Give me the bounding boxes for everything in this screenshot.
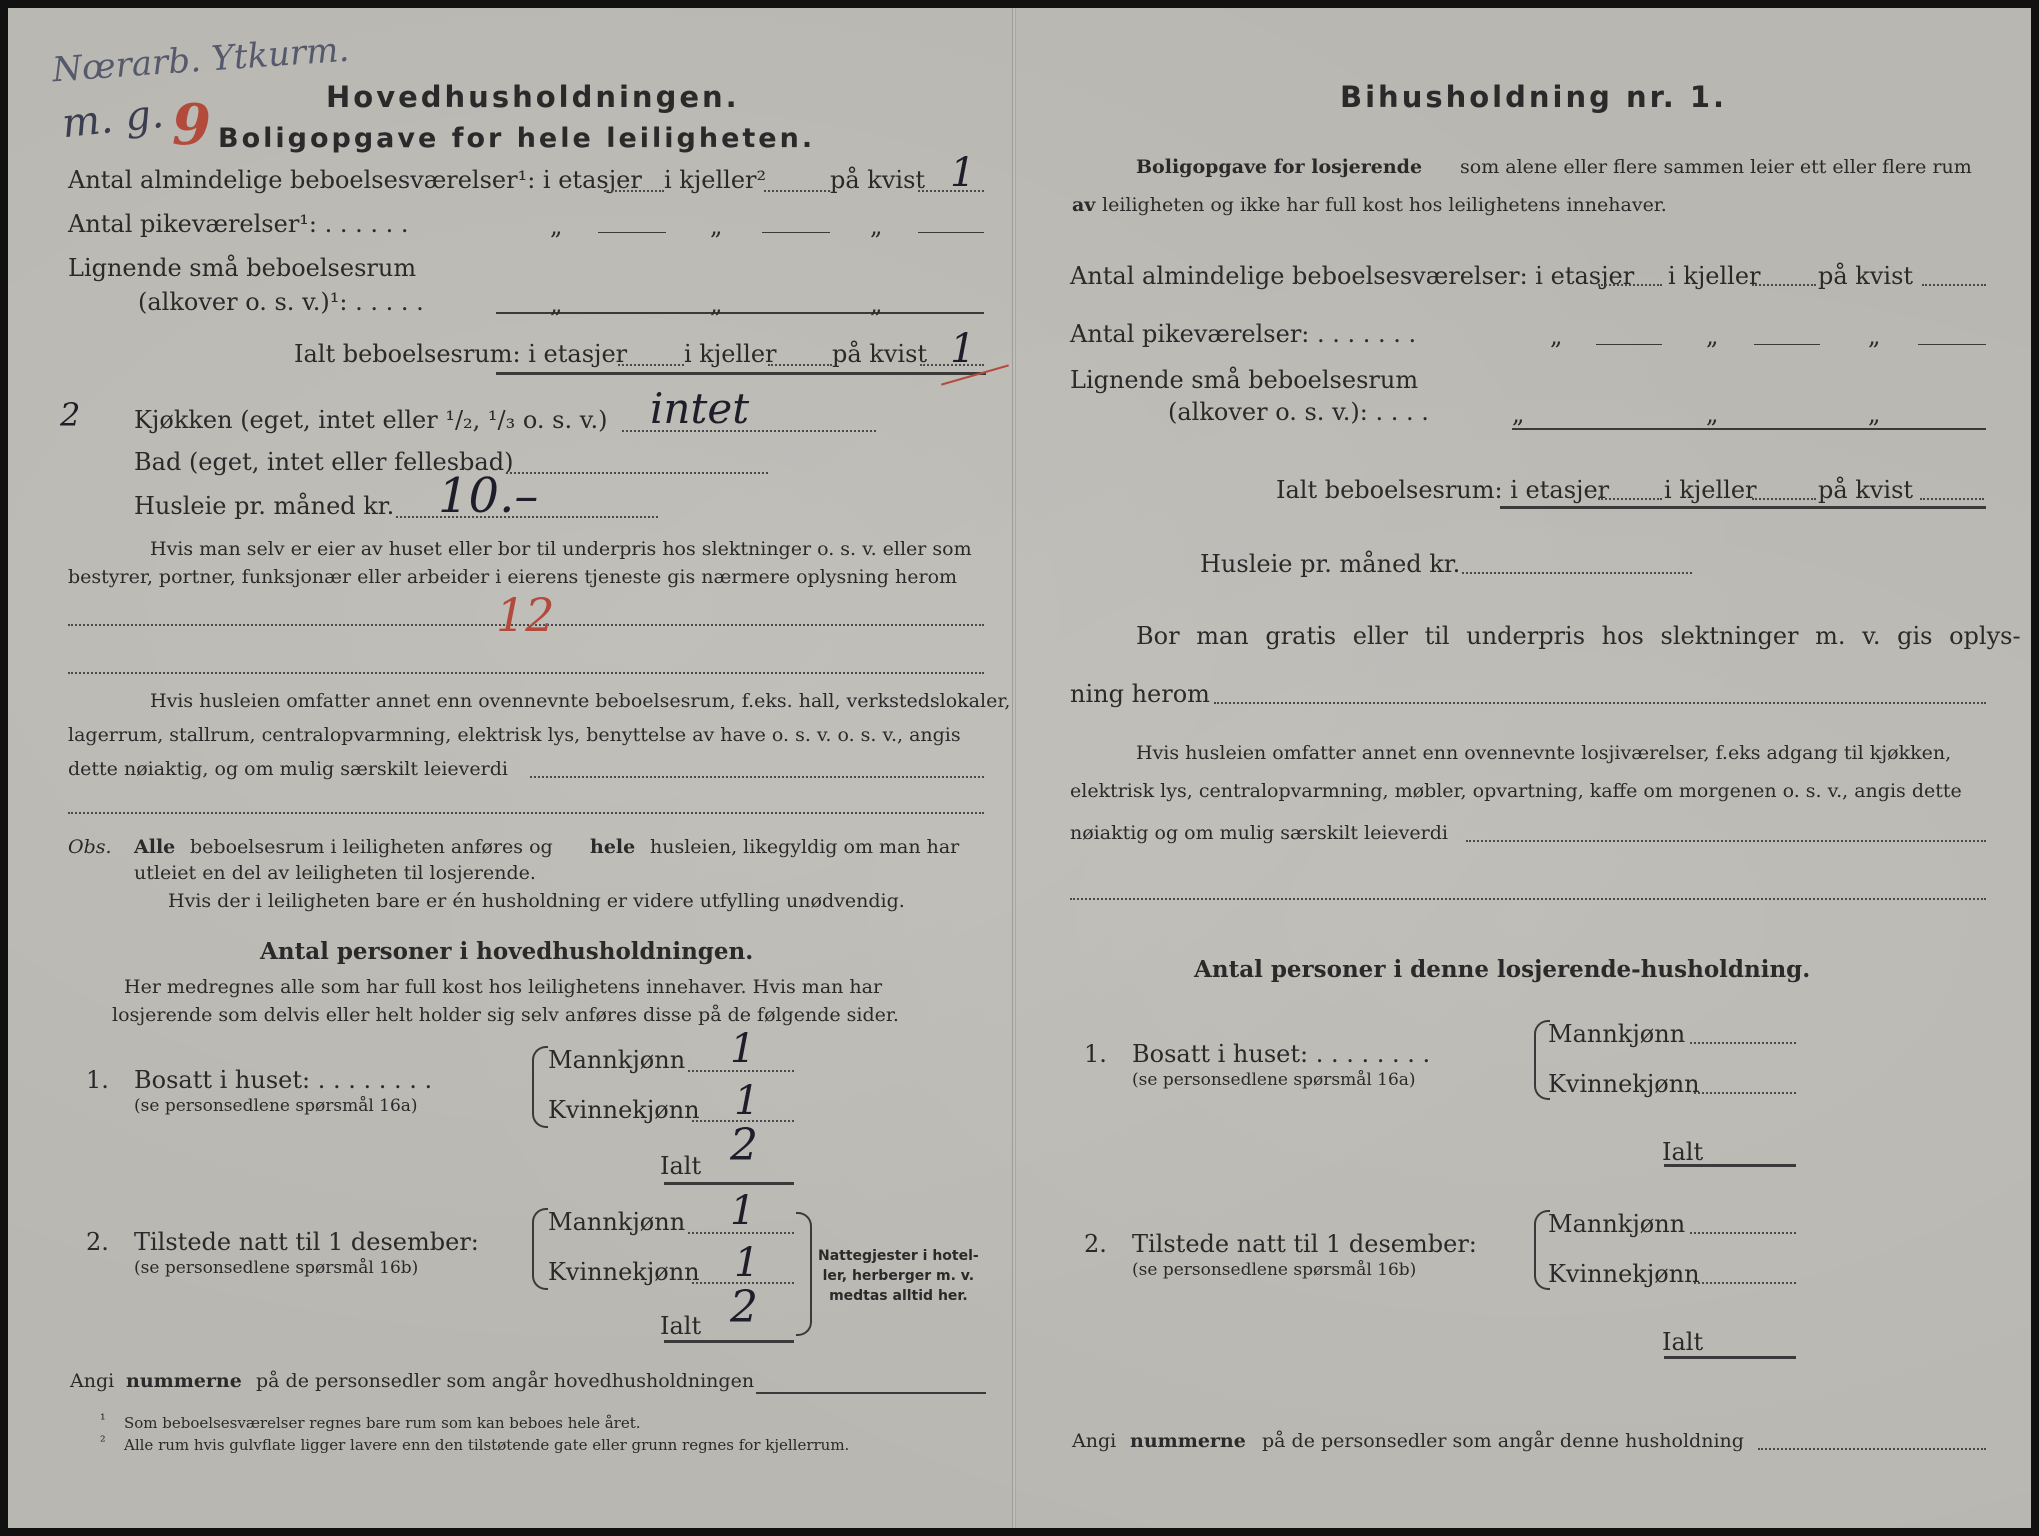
ditto-mark: „ <box>550 212 563 240</box>
field-leieverdi[interactable] <box>530 776 984 778</box>
nattegjester-note <box>818 1246 979 1306</box>
angi-text: på de personsedler som angår hovedhusholdningen <box>256 1370 755 1392</box>
obs-line3: Hvis der i leiligheten bare er én husholdning er videre utfylling unødvendig. <box>168 890 905 912</box>
q1-ialt-line <box>664 1182 794 1185</box>
kjokken-label: Kjøkken (eget, intet eller ¹/₂, ¹/₃ o. s. v.) <box>134 406 608 434</box>
value-kvist: 1 <box>950 150 976 196</box>
nattegjester-line3: medtas alltid her. <box>829 1288 968 1304</box>
q2-subnote: (se personsedlene spørsmål 16b) <box>134 1258 419 1278</box>
r-subtotal-line <box>1512 428 1986 430</box>
row-almindelige-label: Antal almindelige beboelsesværelser¹: i etasjer <box>68 166 642 194</box>
q2-label: Tilstede natt til 1 desember: <box>134 1228 479 1256</box>
q2-right-brace <box>796 1212 812 1336</box>
extra-note-line1: Hvis husleien omfatter annet enn ovennevnte beboelsesrum, f.eks. hall, verkstedslokaler, <box>150 690 1011 712</box>
ditto-mark: „ <box>870 290 883 318</box>
q2-mann-value: 1 <box>730 1188 756 1234</box>
row-alkover-label: (alkover o. s. v.)¹: . . . . . <box>138 288 424 316</box>
field-piker-etasjer[interactable] <box>598 232 666 233</box>
ditto-mark: „ <box>1512 400 1525 428</box>
r-extra-line2: elektrisk lys, centralopvarmning, møbler, opvartning, kaffe om morgenen o. s. v., angis dette <box>1070 780 1962 802</box>
footnote1-num: ¹ <box>100 1412 106 1428</box>
intro-bold: Boligopgave for losjerende <box>1136 156 1423 178</box>
persons-note-line2: losjerende som delvis eller helt holder sig selv anføres disse på de følgende sider. <box>112 1004 899 1026</box>
ditto-mark: „ <box>710 290 723 318</box>
value-kjokken: intet <box>650 384 750 433</box>
r-q2-mann-field[interactable] <box>1690 1232 1796 1234</box>
r-gratis-line2: ning herom <box>1070 680 1210 708</box>
r-row-lignende-label: Lignende små beboelsesrum <box>1070 366 1419 394</box>
ialt-kvist-label: på kvist <box>832 340 928 368</box>
footnote1: Som beboelsesværelser regnes bare rum som kan beboes hele året. <box>124 1414 641 1432</box>
extra-note-line2: lagerrum, stallrum, centralopvarmning, elektrisk lys, benyttelse av have o. s. v. o. s. v., angis <box>68 724 961 746</box>
value-owner-info: 12 <box>496 588 555 642</box>
angi-nummerne: nummerne <box>126 1370 242 1392</box>
r-row-alkover-label: (alkover o. s. v.): . . . . <box>1168 398 1429 426</box>
value-husleie: 10.– <box>438 468 539 524</box>
r-field-kjeller[interactable] <box>1752 284 1816 286</box>
r-q1-kvinne-field[interactable] <box>1694 1092 1796 1094</box>
r-q1-mann-field[interactable] <box>1690 1042 1796 1044</box>
ditto-mark: „ <box>710 212 723 240</box>
r-q1-subnote: (se personsedlene spørsmål 16a) <box>1132 1070 1416 1090</box>
r-q1-ialt-label: Ialt <box>1662 1138 1704 1166</box>
ditto-mark: „ <box>550 290 563 318</box>
margin-mark: 2 <box>60 396 81 434</box>
r-q1-label: Bosatt i huset: . . . . . . . . <box>1132 1040 1431 1068</box>
field-leieverdi-2[interactable] <box>68 812 984 814</box>
r-q2-number: 2. <box>1084 1230 1107 1258</box>
field-ialt-etasjer[interactable] <box>618 364 684 366</box>
subtotal-line <box>496 312 984 314</box>
left-subtitle: Boligopgave for hele leiligheten. <box>218 123 816 154</box>
q1-brace <box>532 1046 548 1128</box>
obs-label: Obs. <box>68 836 112 858</box>
value-ialt-kvist: 1 <box>950 326 976 372</box>
obs-alle: Alle <box>134 836 176 858</box>
row-pikevaerelser-label: Antal pikeværelser¹: . . . . . . <box>68 210 409 238</box>
row-lignende-label: Lignende små beboelsesrum <box>68 254 417 282</box>
r-field-kvist[interactable] <box>1922 284 1986 286</box>
r-ialt-kvist: på kvist <box>1818 476 1914 504</box>
r-field-husleie[interactable] <box>1462 572 1692 574</box>
owner-note-line1: Hvis man selv er eier av huset eller bor til underpris hos slektninger o. s. v. eller som <box>150 538 972 560</box>
field-kjeller[interactable] <box>764 190 830 192</box>
extra-note-line3: dette nøiaktig, og om mulig særskilt leieverdi <box>68 758 508 780</box>
q1-number: 1. <box>86 1066 109 1094</box>
r-row-pikevaerelser-label: Antal pikeværelser: . . . . . . . <box>1070 320 1417 348</box>
r-field-piker-etasjer[interactable] <box>1596 344 1662 345</box>
r-angi-field[interactable] <box>1758 1448 1986 1450</box>
r-q1-ialt-line[interactable] <box>1664 1164 1796 1167</box>
r-angi-pre: Angi <box>1072 1430 1117 1452</box>
q1-ialt-value: 2 <box>730 1120 758 1171</box>
page-fold <box>1012 8 1016 1528</box>
obs-hele: hele <box>590 836 636 858</box>
q1-kvinne-label: Kvinnekjønn <box>548 1096 700 1124</box>
ditto-mark: „ <box>870 212 883 240</box>
nattegjester-line2: ler, herberger m. v. <box>822 1268 975 1284</box>
persons-note-line1: Her medregnes alle som har full kost hos leilighetens innehaver. Hvis man har <box>124 976 883 998</box>
q2-number: 2. <box>86 1228 109 1256</box>
field-piker-kvist[interactable] <box>918 232 984 233</box>
nattegjester-line1: Nattegjester i hotel- <box>818 1248 979 1264</box>
r-persons-title: Antal personer i denne losjerende-husholdning. <box>1194 956 1811 983</box>
ditto-mark: „ <box>1868 400 1881 428</box>
r-q2-mann-label: Mannkjønn <box>1548 1210 1686 1238</box>
r-field-ialt-etasjer[interactable] <box>1598 498 1662 500</box>
r-field-piker-kjeller[interactable] <box>1754 344 1820 345</box>
husleie-label: Husleie pr. måned kr. <box>134 492 395 520</box>
r-ialt-beboelsesrum-label: Ialt beboelsesrum: i etasjer <box>1276 476 1610 504</box>
ditto-mark: „ <box>1868 322 1881 350</box>
r-field-leieverdi[interactable] <box>1466 840 1986 842</box>
intro-line1: som alene eller flere sammen leier ett eller flere rum <box>1460 156 1972 178</box>
left-title: Hovedhusholdningen. <box>326 80 740 114</box>
footnote2: Alle rum hvis gulvflate ligger lavere enn den tilstøtende gate eller grunn regnes for kjellerrum. <box>124 1436 850 1454</box>
r-row-kjeller: i kjeller <box>1668 262 1761 290</box>
ditto-mark: „ <box>1706 322 1719 350</box>
r-q2-kvinne-label: Kvinnekjønn <box>1548 1260 1700 1288</box>
ditto-mark: „ <box>1550 322 1563 350</box>
r-field-leieverdi-2[interactable] <box>1070 898 1986 900</box>
r-ialt-line <box>1500 506 1986 509</box>
handwritten-ref: m. g. <box>59 90 166 148</box>
q2-kvinne-label: Kvinnekjønn <box>548 1258 700 1286</box>
q2-mann-label: Mannkjønn <box>548 1208 686 1236</box>
q1-mann-label: Mannkjønn <box>548 1046 686 1074</box>
r-q2-kvinne-field[interactable] <box>1694 1282 1796 1284</box>
right-title: Bihusholdning nr. 1. <box>1340 80 1728 114</box>
intro-av: av <box>1072 194 1096 216</box>
r-q2-ialt-label: Ialt <box>1662 1328 1704 1356</box>
q1-ialt-label: Ialt <box>660 1152 702 1180</box>
r-q2-subnote: (se personsedlene spørsmål 16b) <box>1132 1260 1417 1280</box>
r-husleie-label: Husleie pr. måned kr. <box>1200 550 1461 578</box>
q1-mann-value: 1 <box>730 1026 756 1072</box>
bad-label: Bad (eget, intet eller fellesbad) <box>134 448 514 476</box>
intro-line2: leiligheten og ikke har full kost hos leilighetens innehaver. <box>1102 194 1667 216</box>
r-field-etasjer[interactable] <box>1598 284 1662 286</box>
q2-ialt-label: Ialt <box>660 1312 702 1340</box>
r-row-kvist: på kvist <box>1818 262 1914 290</box>
row-almindelige-kjeller: i kjeller² <box>664 166 767 194</box>
ialt-line <box>496 372 986 375</box>
handwritten-note: Nœrarb. Ytkurm. <box>50 29 351 91</box>
r-gratis-line1: Bor man gratis eller til underpris hos slektninger m. v. gis oplys- <box>1136 622 2021 650</box>
persons-title: Antal personer i hovedhusholdningen. <box>260 938 754 965</box>
field-piker-kjeller[interactable] <box>762 232 830 233</box>
q2-brace <box>532 1208 548 1290</box>
owner-note-line2: bestyrer, portner, funksjonær eller arbeider i eierens tjeneste gis nærmere oplysning herom <box>68 566 958 588</box>
handwritten-ref-number: 9 <box>172 92 211 158</box>
r-field-ialt-kvist[interactable] <box>1920 498 1984 500</box>
r-field-ialt-kjeller[interactable] <box>1752 498 1816 500</box>
obs-line2: utleiet en del av leiligheten til losjerende. <box>134 862 536 884</box>
field-ialt-kjeller[interactable] <box>768 364 832 366</box>
field-etasjer[interactable] <box>604 190 664 192</box>
q1-kvinne-value: 1 <box>734 1078 760 1124</box>
ialt-kjeller-label: i kjeller <box>684 340 777 368</box>
q1-label: Bosatt i huset: . . . . . . . . <box>134 1066 433 1094</box>
r-q1-mann-label: Mannkjønn <box>1548 1020 1686 1048</box>
r-q1-number: 1. <box>1084 1040 1107 1068</box>
r-row-almindelige-label: Antal almindelige beboelsesværelser: i etasjer <box>1070 262 1635 290</box>
obs-text-mid: beboelsesrum i leiligheten anføres og <box>190 836 553 858</box>
r-field-piker-kvist[interactable] <box>1918 344 1986 345</box>
r-angi-text: på de personsedler som angår denne husholdning <box>1262 1430 1744 1452</box>
r-angi-nummerne: nummerne <box>1130 1430 1246 1452</box>
r-ialt-kjeller: i kjeller <box>1664 476 1757 504</box>
obs-text-post: husleien, likegyldig om man har <box>650 836 960 858</box>
ditto-mark: „ <box>1706 400 1719 428</box>
r-q1-kvinne-label: Kvinnekjønn <box>1548 1070 1700 1098</box>
r-extra-line1: Hvis husleien omfatter annet enn ovennevnte losjiværelser, f.eks adgang til kjøkken, <box>1136 742 1952 764</box>
ialt-beboelsesrum-label: Ialt beboelsesrum: i etasjer <box>294 340 628 368</box>
angi-field[interactable] <box>756 1392 986 1394</box>
footnote2-num: ² <box>100 1434 106 1450</box>
q2-kvinne-value: 1 <box>734 1240 760 1286</box>
r-extra-line3: nøiaktig og om mulig særskilt leieverdi <box>1070 822 1448 844</box>
q2-ialt-value: 2 <box>730 1282 758 1333</box>
q2-ialt-line <box>664 1340 794 1343</box>
r-field-gratis[interactable] <box>1214 702 1986 704</box>
q1-subnote: (se personsedlene spørsmål 16a) <box>134 1096 418 1116</box>
field-owner-info-2[interactable] <box>68 672 984 674</box>
angi-pre: Angi <box>70 1370 115 1392</box>
row-almindelige-kvist: på kvist <box>830 166 926 194</box>
r-q2-label: Tilstede natt til 1 desember: <box>1132 1230 1477 1258</box>
r-q2-ialt-line[interactable] <box>1664 1356 1796 1359</box>
field-bad[interactable] <box>506 472 768 474</box>
